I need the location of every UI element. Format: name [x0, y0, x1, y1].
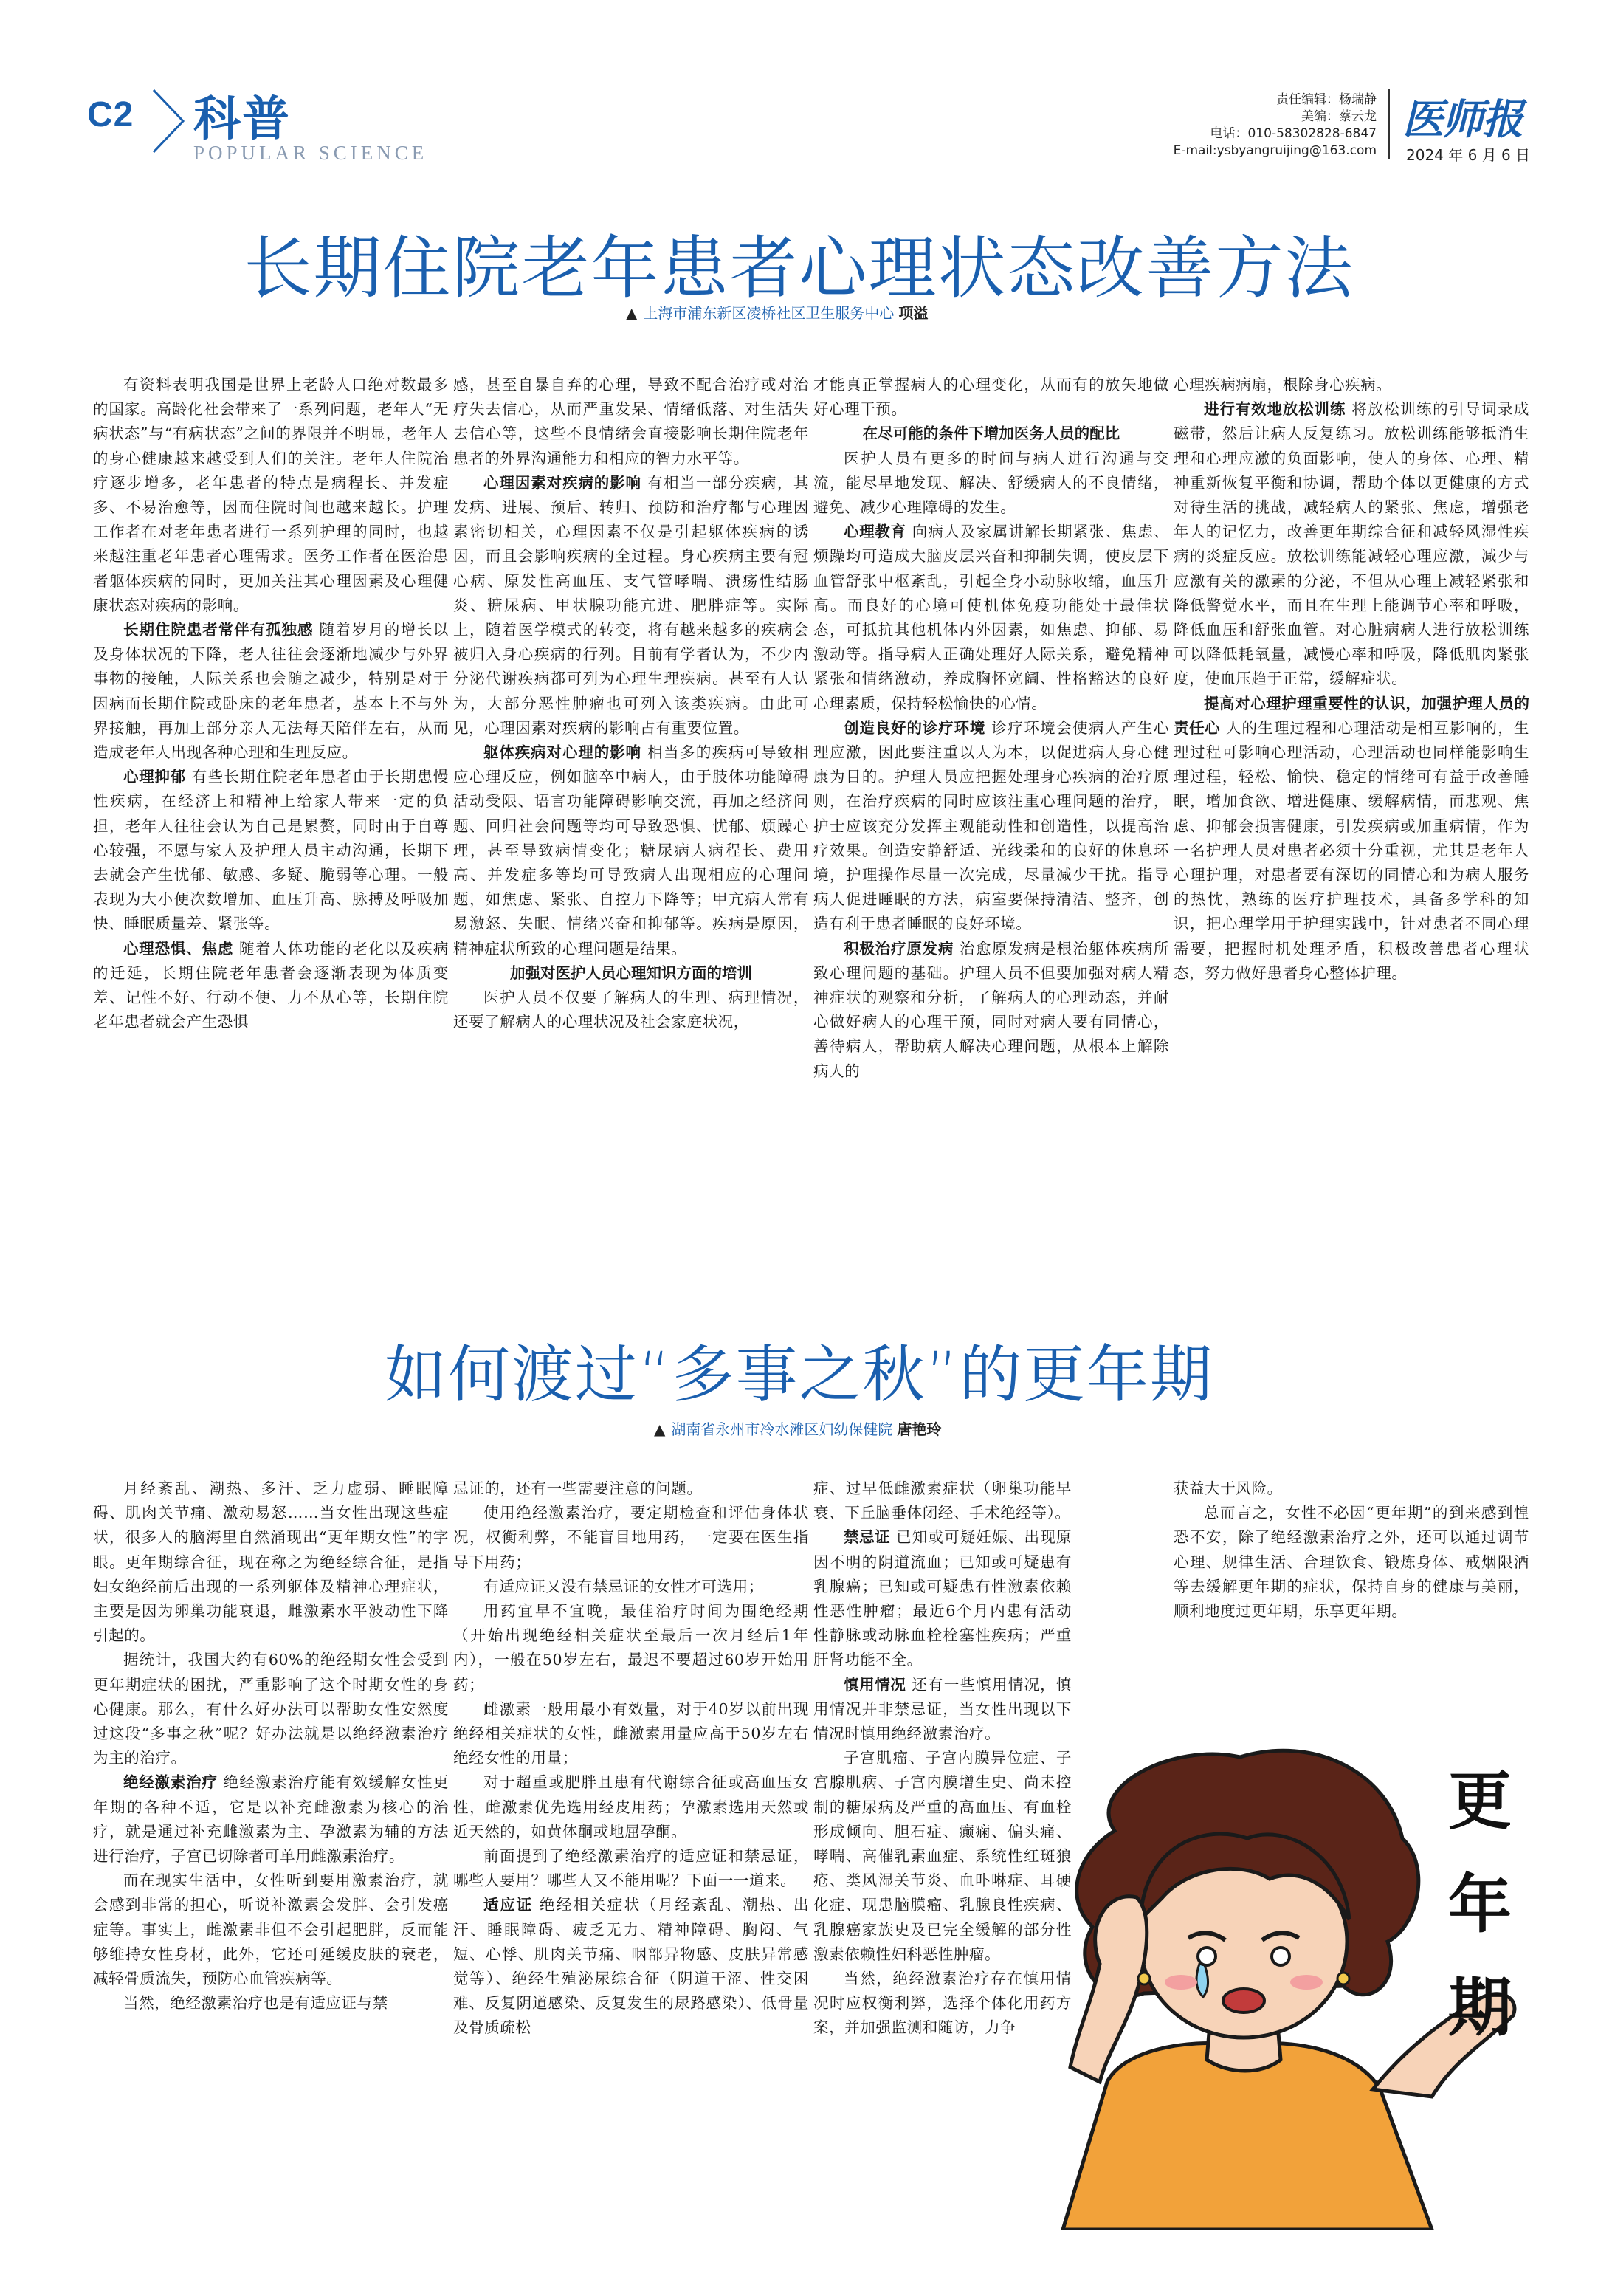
paragraph-text: 当然，绝经激素治疗也是有适应证与禁 — [123, 1994, 388, 2013]
paragraph-text: 随着岁月的增长以及身体状况的下降，老人往往会逐渐地减少与外界事物的接触，人际关系也会随之减少，特别是对于因病而长期住院或卧床的老年患者，基本上不与外界接触，再加上部分亲人无法每天陪伴左右，从而造成老年人出现各种心理和生理反应。 — [93, 621, 449, 762]
paragraph-text: 向病人及家属讲解长期紧张、焦虑、烦躁均可造成大脑皮层兴奋和抑制失调，使皮层下血管舒张中枢紊乱，引起全身小动脉收缩，血压升高。而良好的心境可使机体免疫功能处于最佳状态，可抵抗其他机体内外因素，如焦虑、抑郁、易激动等。指导病人正确处理好人际关系，避免精神紧张和情绪激动，养成胸怀宽阔、性格豁达的良好心理素质，保持轻松愉快的心情。 — [813, 523, 1170, 712]
header-divider — [1388, 89, 1390, 159]
paragraph-text: 还有一些慎用情况，慎用情况并非禁忌证，当女性出现以下情况时慎用绝经激素治疗。 — [813, 1675, 1072, 1743]
paragraph — [1174, 1477, 1529, 1501]
paragraph-text: 医护人员不仅要了解病人的生理、病理情况，还要了解病人的心理状况及社会家庭状况， — [453, 989, 809, 1031]
paragraph-text: 前面提到了绝经激素治疗的适应证和禁忌证，哪些人要用？哪些人又不能用呢？下面一一道来。 — [453, 1847, 809, 1890]
article1-author: 项溢 — [898, 304, 929, 322]
subheading: 适应证 — [483, 1896, 533, 1914]
subheading: 慎用情况 — [844, 1675, 906, 1694]
paragraph — [1174, 1501, 1529, 1623]
subheading: 躯体疾病对心理的影响 — [483, 743, 641, 762]
page-code: C2 — [87, 95, 134, 134]
paragraph-text: 人的生理过程和心理活动是相互影响的，生理过程可影响心理活动，心理活动也同样能影响生理过程，轻松、愉快、稳定的情绪可有益于改善睡眠，增加食欲、增进健康、缓解病情，而悲观、焦虑、抑郁会损害健康，引发疾病或加重病情，作为一名护理人员对患者必须十分重视，尤其是老年人心理护理，对患者要有深切的同情心和为病人服务的热忱，熟练的医疗护理技术，具备多学科的知识，把心理学用于护理实践中，针对患者不同心理需要，把握时机处理矛盾，积极改善患者心理状态，努力做好患者身心整体护理。 — [1174, 718, 1529, 982]
paragraph-text: 雌激素一般用最小有效量，对于40岁以前出现绝经相关症状的女性，雌激素用量应高于50岁左右绝经女性的用量； — [453, 1699, 809, 1767]
paragraph-text: 当然，绝经激素治疗存在慎用情况时应权衡利弊，选择个体化用药方案，并加强监测和随访，力争 — [813, 1970, 1072, 2037]
subheading: 进行有效地放松训练 — [1204, 400, 1346, 419]
paragraph — [813, 447, 1169, 520]
paragraph — [93, 1991, 449, 2015]
paragraph-text: 随着人体功能的老化以及疾病的迁延，长期住院老年患者会逐渐表现为体质变差、记性不好、行动不便、力不从心等，长期住院老年患者就会产生恐惧 — [93, 939, 449, 1031]
paragraph — [93, 373, 449, 618]
caption-char: 更 — [1448, 1764, 1512, 1838]
article1-column-4 — [1174, 373, 1529, 986]
paragraph — [453, 1477, 809, 1501]
caption-char: 年 — [1448, 1868, 1512, 1942]
paragraph-text: 医护人员有更多的时间与病人进行沟通与交流，能尽早地发现、解决、舒缓病人的不良情绪，避免、减少心理障碍的发生。 — [813, 449, 1169, 517]
article2-column-4 — [1174, 1477, 1529, 1623]
contact-phone: 电话：010-58302828-6847 — [1210, 126, 1377, 141]
paragraph — [453, 740, 809, 961]
article1-org: 上海市浦东新区凌桥社区卫生服务中心 — [643, 304, 895, 322]
subheading: 禁忌证 — [844, 1528, 891, 1547]
designer-name: 美编：蔡云龙 — [1301, 109, 1377, 124]
article2-author: 唐艳玲 — [897, 1420, 942, 1438]
paragraph — [813, 716, 1169, 937]
illustration-caption — [1439, 1750, 1520, 2060]
paragraph-text: 有相当一部分疾病，其发病、进展、预后、转归、预防和治疗都与心理因素密切相关，心理因素不仅是引起躯体疾病的诱因，而且会影响疾病的全过程。身心疾病主要有冠心病、原发性高血压、支气管哮喘、溃疡性结肠炎、糖尿病、甲状腺功能亢进、肥胖症等。实际上，随着医学模式的转变，将有越来越多的疾病会被归入身心疾病的行列。目前有学者认为，不少内分泌代谢疾病都可列为心理生理疾病。甚至有人认为，大部分恶性肿瘤也可列入该类疾病。由此可见，心理因素对疾病的影响占有重要位置。 — [453, 473, 809, 737]
chevron-right-icon — [148, 87, 189, 155]
editor-name: 责任编辑：杨瑞静 — [1276, 92, 1377, 107]
paragraph-text: 心理疾病病扇，根除身心疾病。 — [1174, 376, 1392, 393]
paragraph-text: 而在现实生活中，女性听到要用激素治疗，就会感到非常的担心，听说补激素会发胖、会引发癌症等。事实上，雌激素非但不会引起肥胖，反而能够维持女性身材，此外，它还可延缓皮肤的衰老，减轻骨质流失，预防心血管疾病等。 — [93, 1871, 449, 1988]
paragraph — [1174, 692, 1529, 986]
article1-title: 长期住院老年患者心理状态改善方法 — [244, 229, 1354, 308]
article2-column-1 — [93, 1477, 449, 2015]
editor-info — [1067, 92, 1377, 159]
paragraph-text: 将放松训练的引导词录成磁带，然后让病人反复练习。放松训练能够抵消生理和心理应激的负面影响，使人的身体、心理、精神重新恢复平衡和协调，帮助个体以更健康的方式对待生活的挑战，减轻病人的紧张、焦虑，增强老年人的记忆力，改善更年期综合征和减轻风湿性疾病的炎症反应。放松训练能减轻心理应激，减少与应激有关的激素的分泌，不但从心理上减轻紧张和降低警觉水平，而且在生理上能调节心率和呼吸，降低血压和舒张血管。对心脏病病人进行放松训练可以降低耗氧量，减慢心率和呼吸，降低肌肉紧张度，使血压趋于正常，缓解症状。 — [1174, 400, 1529, 688]
paragraph-text: 症、过早低雌激素症状（卵巢功能早衰、下丘脑垂体闭经、手术绝经等）。 — [813, 1479, 1072, 1522]
paragraph — [453, 1844, 809, 1893]
paragraph-text: 感，甚至自暴自弃的心理，导致不配合治疗或对治疗失去信心，从而严重发呆、情绪低落、对生活失去信心等，这些不良情绪会直接影响长期住院老年患者的外界沟通能力和相应的智力水平等。 — [453, 376, 809, 467]
issue-date: 2024 年 6 月 6 日 — [1406, 146, 1531, 164]
paragraph — [453, 1501, 809, 1575]
subheading: 创造良好的诊疗环境 — [844, 718, 986, 737]
paragraph — [93, 765, 449, 936]
paragraph-text: 使用绝经激素治疗，要定期检查和评估身体状况，权衡利弊，不能盲目地用药，一定要在医生指导下用药； — [453, 1504, 809, 1571]
paragraph — [453, 1893, 809, 2040]
paragraph — [453, 1599, 809, 1697]
contact-email: E-mail:ysbyangruijing@163.com — [1173, 143, 1377, 158]
subheading: 长期住院患者常伴有孤独感 — [123, 621, 314, 639]
subheading: 积极治疗原发病 — [844, 939, 954, 958]
paragraph-text: 绝经相关症状（月经紊乱、潮热、出汗、睡眠障碍、疲乏无力、精神障碍、胸闷、气短、心悸、肌肉关节痛、咽部异物感、皮肤异常感觉等）、绝经生殖泌尿综合征（阴道干涩、性交困难、反复阴道感染、反复发生的尿路感染）、低骨量及骨质疏松 — [453, 1896, 809, 2037]
subheading: 绝经激素治疗 — [123, 1773, 218, 1792]
paragraph-text: 获益大于风险。 — [1174, 1479, 1283, 1497]
paragraph — [813, 1673, 1072, 1747]
caption-char: 期 — [1448, 1971, 1512, 2045]
paragraph-text: 治愈原发病是根治躯体疾病所致心理问题的基础。护理人员不但要加强对病人精神症状的观察和分析，了解病人的心理动态，并耐心做好病人的心理干预，同时对病人要有同情心，善待病人，帮助病人解决心理问题，从根本上解除病人的 — [813, 939, 1169, 1080]
paragraph-text: 有资料表明我国是世界上老龄人口绝对数最多的国家。高龄化社会带来了一系列问题，老年人“无病状态”与“有病状态”之间的界限并不明显，老年人的身心健康越来越受到人们的关注。老年人住院治疗逐步增多，老年患者的特点是病程长、并发症多、不易治愈等，因而住院时间也越来越长。护理工作者在对老年患者进行一系列护理的同时，也越来越注重老年患者心理需求。医务工作者在医治患者躯体疾病的同时，更加关注其心理因素及心理健康状态对疾病的影响。 — [93, 376, 449, 614]
subheading: 心理因素对疾病的影响 — [483, 473, 641, 492]
paragraph — [813, 1525, 1072, 1672]
section-subtitle: POPULAR SCIENCE — [193, 142, 428, 164]
paragraph — [1174, 373, 1529, 397]
article2-title: 如何渡过“多事之秋”的更年期 — [384, 1338, 1214, 1411]
paragraph — [813, 1477, 1072, 1525]
subheading: 心理恐惧、焦虑 — [123, 939, 234, 958]
article1-column-2 — [453, 373, 809, 1034]
paragraph-text: 相当多的疾病可导致相应心理反应，例如脑卒中病人，由于肢体功能障碍活动受限、语言功能障碍影响交流，再加之经济问题、回归社会问题等均可导致恐惧、忧郁、烦躁心理，甚至导致病情变化；糖尿病人病程长、费用高、并发症多等均可导致病人出现相应的心理问题，如焦虑、紧张、自控力下降等；甲亢病人常有易激怒、失眠、情绪兴奋和抑郁等。疾病是原因，精神症状所致的心理问题是结果。 — [453, 743, 809, 958]
paragraph — [93, 1477, 449, 1648]
paragraph-text: 子宫肌瘤、子宫内膜异位症、子宫腺肌病、子宫内膜增生史、尚未控制的糖尿病及严重的高血压、有血栓形成倾向、胆石症、癫痫、偏头痛、哮喘、高催乳素血症、系统性红斑狼疮、类风湿关节炎、血卟啉症、耳硬化症、现患脑膜瘤、乳腺良性疾病、乳腺癌家族史及已完全缓解的部分性激素依赖性妇科恶性肿瘤。 — [813, 1749, 1072, 1963]
paper-logo: 医师报 — [1402, 96, 1522, 144]
paragraph — [813, 373, 1169, 422]
subheading: 加强对医护人员心理知识方面的培训 — [510, 963, 752, 982]
paragraph — [453, 373, 809, 471]
paragraph-text: 用药宜早不宜晚，最佳治疗时间为围绝经期（开始出现绝经相关症状至最后一次月经后1年内），一般在50岁左右，最迟不要超过60岁开始用药； — [453, 1602, 809, 1694]
paragraph-text: 才能真正掌握病人的心理变化，从而有的放矢地做好心理干预。 — [813, 376, 1169, 419]
article2-byline — [654, 1417, 941, 1439]
article1-column-3 — [813, 373, 1169, 1084]
paragraph — [93, 1770, 449, 1869]
article1-byline — [626, 301, 928, 323]
paragraph-text: 已知或可疑妊娠、出现原因不明的阴道流血；已知或可疑患有乳腺癌；已知或可疑患有性激素依赖性恶性肿瘤；最近6个月内患有活动性静脉或动脉血栓栓塞性疾病；严重肝肾功能不全。 — [813, 1528, 1072, 1669]
article2-column-2 — [453, 1477, 809, 2041]
paragraph — [93, 618, 449, 765]
paragraph — [93, 1648, 449, 1770]
subheading: 心理教育 — [844, 523, 906, 541]
paragraph-text: 据统计，我国大约有60%的绝经期女性会受到更年期症状的困扰，严重影响了这个时期女性的身心健康。那么，有什么好办法可以帮助女性安然度过这段“多事之秋”呢？好办法就是以绝经激素治疗为主的治疗。 — [93, 1651, 449, 1767]
paragraph-text: 忌证的，还有一些需要注意的问题。 — [453, 1479, 703, 1497]
paragraph-text: 对于超重或肥胖且患有代谢综合征或高血压女性，雌激素优先选用经皮用药；孕激素选用天然或近天然的，如黄体酮或地屈孕酮。 — [453, 1773, 809, 1840]
section-title: 科普 — [193, 92, 291, 147]
paragraph — [1174, 397, 1529, 691]
paragraph — [453, 1575, 809, 1599]
paragraph-text: 月经紊乱、潮热、多汗、乏力虚弱、睡眠障碍、肌肉关节痛、激动易怒……当女性出现这些症状，很多人的脑海里自然涌现出“更年期女性”的字眼。更年期综合征，现在称之为绝经综合征，是指妇女绝经前后出现的一系列躯体及精神心理症状，主要是因为卵巢功能衰退，雌激素水平波动性下降引起的。 — [93, 1479, 449, 1645]
paragraph-text: 有些长期住院老年患者由于长期患慢性疾病，在经济上和精神上给家人带来一定的负担，老年人往往会认为自己是累赘，同时由于自尊心较强，不愿与家人及护理人员主动沟通，长期下去就会产生忧郁、敏感、多疑、脆弱等心理。一般表现为大小便次数增加、血压升高、脉搏及呼吸加快、睡眠质量差、紧张等。 — [93, 768, 450, 933]
paragraph — [93, 1869, 449, 1991]
paragraph — [813, 937, 1169, 1084]
paragraph — [813, 520, 1169, 716]
article1-column-1 — [93, 373, 449, 1034]
paragraph-text: 绝经激素治疗能有效缓解女性更年期的各种不适，它是以补充雌激素为核心的治疗，就是通过补充雌激素为主、孕激素为辅的方法进行治疗，子宫已切除者可单用雌激素治疗。 — [93, 1773, 449, 1866]
subheading: 提高对心理护理重要性的认识，加强护理人员的责任心 — [1174, 694, 1529, 737]
paragraph — [453, 1697, 809, 1771]
paragraph — [453, 986, 809, 1034]
paragraph — [453, 1770, 809, 1844]
paragraph-text: 总而言之，女性不必因“更年期”的到来感到惶恐不安，除了绝经激素治疗之外，还可以通过调节心理、规律生活、合理饮食、锻炼身体、戒烟限酒等去缓解更年期的症状，保持自身的健康与美丽，顺利地度过更年期，乐享更年期。 — [1174, 1504, 1529, 1620]
paragraph — [453, 471, 809, 740]
paragraph — [93, 937, 449, 1035]
paragraph-text: 诊疗环境会使病人产生心理应激，因此要注重以人为本，以促进病人身心健康为目的。护理人员应把握处理身心疾病的治疗原则，在治疗疾病的同时应该注重心理问题的治疗，护士应该充分发挥主观能动性和创造性，以提高治疗效果。创造安静舒适、光线柔和的良好的休息环境，护理操作尽量一次完成，尽量减少干扰。指导病人促进睡眠的方法，病室要保持清洁、整齐，创造有利于患者睡眠的良好环境。 — [813, 718, 1169, 933]
byline-triangle-icon: ▲ — [626, 304, 638, 322]
byline-triangle-icon: ▲ — [654, 1420, 666, 1438]
subheading: 心理抑郁 — [123, 768, 186, 786]
paragraph-text: 有适应证又没有禁忌证的女性才可选用； — [483, 1577, 764, 1595]
subheading: 在尽可能的条件下增加医务人员的配比 — [862, 425, 1120, 443]
article2-org: 湖南省永州市冷水滩区妇幼保健院 — [671, 1420, 893, 1438]
